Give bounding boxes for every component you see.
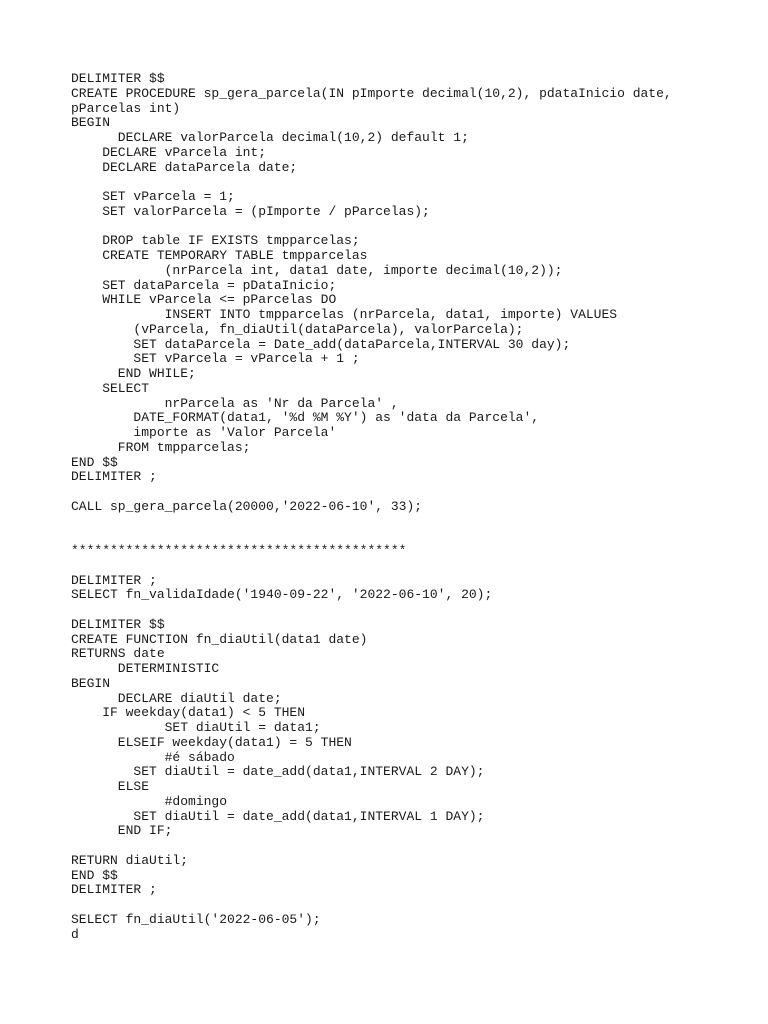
code-line: ELSE	[71, 779, 150, 794]
code-line	[71, 529, 751, 544]
sql-code-block	[71, 72, 751, 942]
code-line: d	[71, 926, 79, 942]
code-line: pParcelas int)	[71, 100, 181, 116]
code-line: WHILE vParcela <= pParcelas DO	[71, 292, 337, 308]
code-line: CREATE FUNCTION fn_diaUtil(data1 date)	[71, 631, 368, 647]
code-line: #é sábado	[71, 749, 235, 765]
code-line: DROP table IF EXISTS tmpparcelas;	[71, 233, 360, 249]
code-line: SELECT fn_validaIdade('1940-09-22', '2022-06-10', 20);	[71, 587, 493, 603]
code-line: DATE_FORMAT(data1, '%d %M %Y') as 'data da Parcela',	[71, 410, 540, 426]
code-line: FROM tmpparcelas;	[71, 439, 251, 455]
code-line: END $$	[71, 867, 118, 883]
code-line: DELIMITER ;	[71, 572, 157, 588]
code-line: RETURNS date	[71, 646, 165, 662]
code-line: #domingo	[71, 793, 228, 809]
code-line: DELIMITER $$	[71, 616, 165, 632]
code-line: SET diaUtil = data1;	[71, 720, 321, 735]
code-line: DECLARE valorParcela decimal(10,2) default 1;	[71, 130, 469, 145]
code-line: CREATE TEMPORARY TABLE tmpparcelas	[71, 248, 368, 263]
code-line	[71, 515, 751, 530]
code-line: SELECT fn_diaUtil('2022-06-05');	[71, 911, 321, 927]
code-line	[71, 603, 751, 618]
code-line: DELIMITER $$	[71, 71, 165, 86]
code-line: SET vParcela = vParcela + 1 ;	[71, 351, 360, 367]
code-line	[71, 898, 751, 913]
code-line: SET diaUtil = date_add(data1,INTERVAL 1 DAY);	[71, 808, 485, 824]
code-line: nrParcela as 'Nr da Parcela' ,	[71, 395, 399, 411]
code-line: ELSEIF weekday(data1) = 5 THEN	[71, 734, 352, 750]
code-line: DELIMITER ;	[71, 469, 157, 485]
code-line: SELECT	[71, 380, 150, 396]
code-line: DECLARE vParcela int;	[71, 144, 267, 160]
code-line: BEGIN	[71, 115, 111, 131]
code-line: IF weekday(data1) < 5 THEN	[71, 705, 306, 721]
code-line: BEGIN	[71, 675, 111, 691]
code-line: INSERT INTO tmpparcelas (nrParcela, data1, importe) VALUES	[71, 307, 618, 322]
code-line	[71, 559, 751, 574]
code-line: CALL sp_gera_parcela(20000,'2022-06-10', 33);	[71, 498, 423, 514]
code-line: RETURN diaUtil;	[71, 852, 189, 868]
code-line: CREATE PROCEDURE sp_gera_parcela(IN pImporte decimal(10,2), pdataInicio date,	[71, 85, 672, 101]
code-line	[71, 175, 751, 190]
code-line: (nrParcela int, data1 date, importe decimal(10,2));	[71, 262, 563, 278]
code-line	[71, 839, 751, 854]
code-line: *******************************************	[71, 543, 407, 558]
code-line: importe as 'Valor Parcela'	[71, 425, 337, 440]
code-line	[71, 485, 751, 500]
code-line: SET dataParcela = pDataInicio;	[71, 277, 337, 293]
code-line: DECLARE dataParcela date;	[71, 159, 298, 175]
code-line: SET vParcela = 1;	[71, 189, 235, 204]
code-line: END WHILE;	[71, 366, 196, 381]
code-line: DELIMITER ;	[71, 882, 157, 898]
code-line	[71, 220, 751, 235]
code-line: (vParcela, fn_diaUtil(dataParcela), valorParcela);	[71, 321, 524, 337]
code-line: END IF;	[71, 823, 173, 839]
code-line: SET valorParcela = (pImporte / pParcelas);	[71, 203, 430, 219]
code-line: END $$	[71, 454, 118, 470]
code-line: DETERMINISTIC	[71, 661, 220, 676]
code-line: SET dataParcela = Date_add(dataParcela,INTERVAL 30 day);	[71, 336, 571, 352]
code-line: DECLARE diaUtil date;	[71, 690, 282, 706]
code-line: SET diaUtil = date_add(data1,INTERVAL 2 DAY);	[71, 764, 485, 780]
